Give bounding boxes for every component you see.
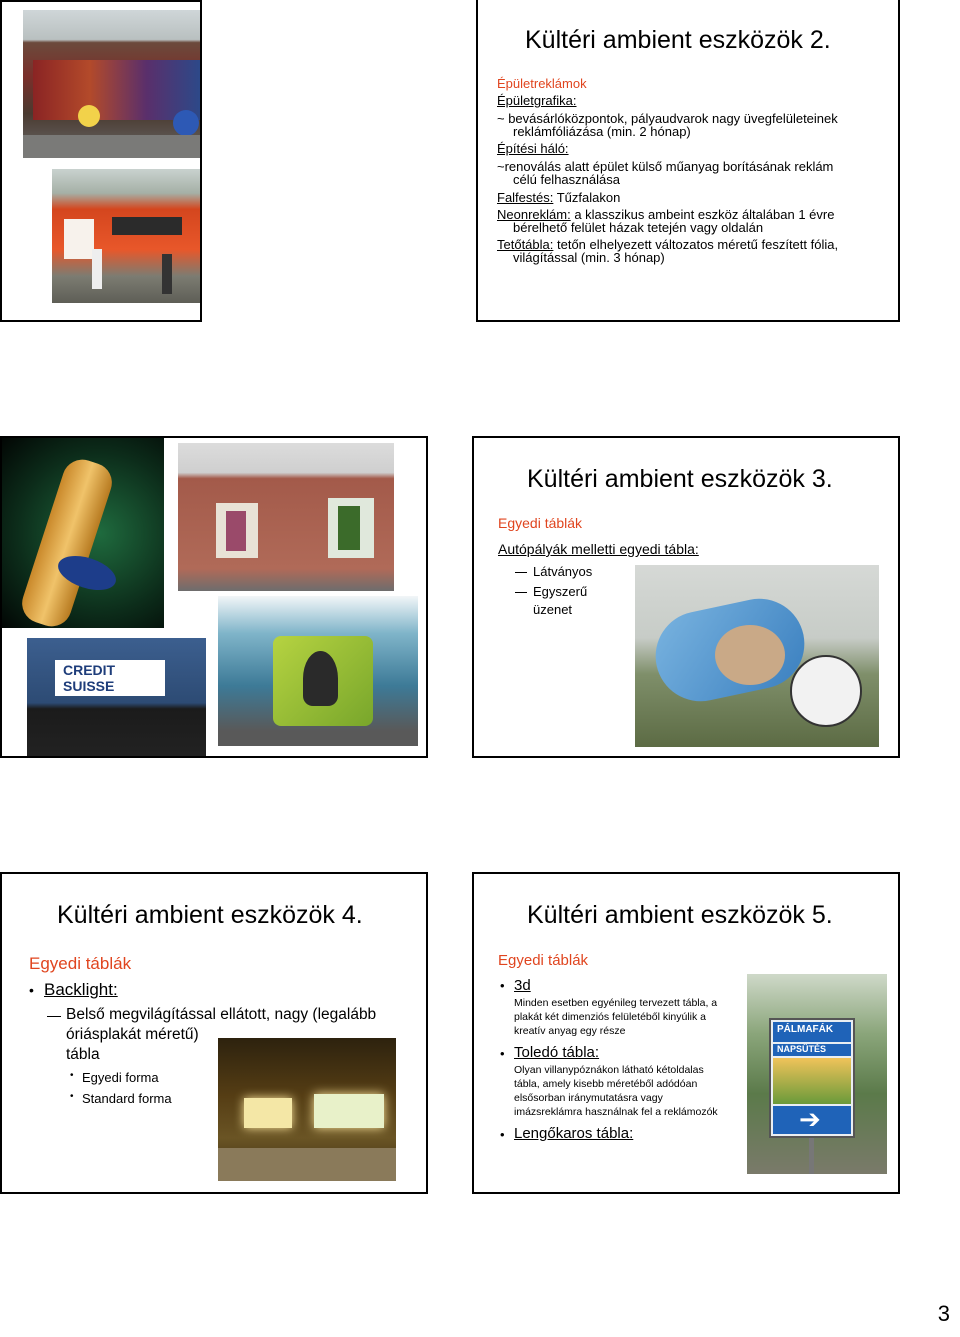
slide-3-left [0, 436, 428, 758]
photo-beer-bottle-ad [2, 438, 164, 628]
text-falfestes [497, 190, 620, 205]
sign-palmafak: PÁLMAFÁK [777, 1024, 834, 1035]
label-lengokaros: Lengőkaros tábla: [514, 1125, 634, 1142]
photo-glass-building [218, 596, 418, 746]
photo-building-banners [178, 443, 394, 591]
slide-4-title: Kültéri ambient eszközök 4. [57, 901, 363, 929]
text-bevasarlo-2: reklámfóliázása (min. 2 hónap) [513, 124, 691, 139]
text-toledo-4: imázsreklámra használnak fel a reklámozók [514, 1106, 718, 1118]
sign-line-1: CREDIT [63, 662, 116, 678]
text-toledo-1: Olyan villanypóznákon látható kétoldalas [514, 1064, 704, 1076]
photo-tram-ad [23, 10, 202, 158]
slide-3-right [472, 436, 900, 758]
text-renovalas-2: célú felhasználása [513, 172, 620, 187]
text-3d-2: plakát két dimenziós felületéből kinyúlik a [514, 1011, 707, 1023]
bullet-dot: • [500, 1046, 505, 1061]
item-standard-forma: Standard forma [82, 1091, 172, 1106]
text-bevasarlo-1: ~ bevásárlóközpontok, pályaudvarok nagy üvegfelületeinek [497, 111, 838, 126]
bullet-dot: • [500, 1127, 505, 1142]
label-epuletreklamok: Épületreklámok [497, 76, 587, 91]
text-3d-3: kreatív anyag egy része [514, 1025, 626, 1037]
text-neon-2: bérelhető felület házak tetején vagy oldalán [513, 220, 764, 235]
text-neon-body: a klasszikus ambeint eszköz általában 1 évre [570, 207, 835, 222]
sign-line-2: SUISSE [63, 678, 115, 694]
slide-5-title: Kültéri ambient eszközök 5. [527, 901, 833, 929]
label-backlight: Backlight: [44, 980, 118, 999]
photo-pole-sign [747, 974, 887, 1174]
label-epuletgrafika: Épületgrafika: [497, 93, 577, 108]
text-belso-2: óriásplakát méretű) [66, 1026, 199, 1043]
text-uzenet: üzenet [533, 602, 573, 617]
bullet-dot: • [29, 982, 34, 998]
page-number: 3 [937, 1301, 950, 1326]
text-toledo-2: tábla, amely kisebb méretéből adódóan [514, 1078, 698, 1090]
slide-2-title: Kültéri ambient eszközök 2. [525, 26, 831, 54]
sign-napsutes: NAPSÜTÉS [777, 1044, 827, 1054]
slide-5 [472, 872, 900, 1194]
bullet-dot: • [500, 978, 505, 993]
slide-4 [0, 872, 428, 1194]
label-3d: 3d [514, 977, 531, 994]
photo-orange-tram [52, 169, 202, 303]
text-teto-2: világítással (min. 3 hónap) [513, 250, 665, 265]
text-belso-1: Belső megvilágítással ellátott, nagy (legalább [66, 1006, 377, 1023]
photo-giant-footballer [635, 565, 879, 747]
slide-2 [0, 0, 202, 322]
slide-3-title: Kültéri ambient eszközök 3. [527, 465, 833, 493]
label-egyedi-tablak: Egyedi táblák [498, 952, 589, 969]
item-latvanyos: Látványos [533, 564, 593, 579]
label-egyedi-tablak: Egyedi táblák [29, 954, 132, 973]
label-egyedi-tablak: Egyedi táblák [498, 515, 583, 531]
label-toledo: Toledó tábla: [514, 1044, 600, 1061]
label-autopalya: Autópályák melletti egyedi tábla: [498, 541, 699, 557]
arrow-right-icon: ➔ [799, 1104, 821, 1134]
bullet-dot: • [70, 1091, 74, 1102]
text-belso-3: tábla [66, 1046, 100, 1063]
label-teto: Tetőtábla: [497, 237, 554, 252]
text-toledo-3: elsősorban iránymutatásra vagy [514, 1092, 663, 1104]
label-falfestes: Falfestés: [497, 190, 554, 205]
slide-2-content [497, 26, 897, 316]
text-falfestes-body: Tűzfalakon [553, 190, 621, 205]
text-renovalas-1: ~renoválás alatt épület külső műanyag borításának reklám [497, 159, 834, 174]
label-neon: Neonreklám: [497, 207, 571, 222]
bullet-dot: • [70, 1070, 74, 1081]
photo-backlight-tunnel [218, 1038, 396, 1181]
text-teto-body: tetőn elhelyezett változatos méretű feszített fólia, [553, 237, 839, 252]
dash [47, 1016, 61, 1017]
item-egyedi-forma: Egyedi forma [82, 1070, 159, 1085]
label-epitesi-halo: Építési háló: [497, 141, 569, 156]
photo-credit-suisse-sign [27, 638, 206, 756]
text-3d-1: Minden esetben egyénileg tervezett tábla, a [514, 997, 718, 1009]
item-egyszeru: Egyszerű [533, 584, 588, 599]
